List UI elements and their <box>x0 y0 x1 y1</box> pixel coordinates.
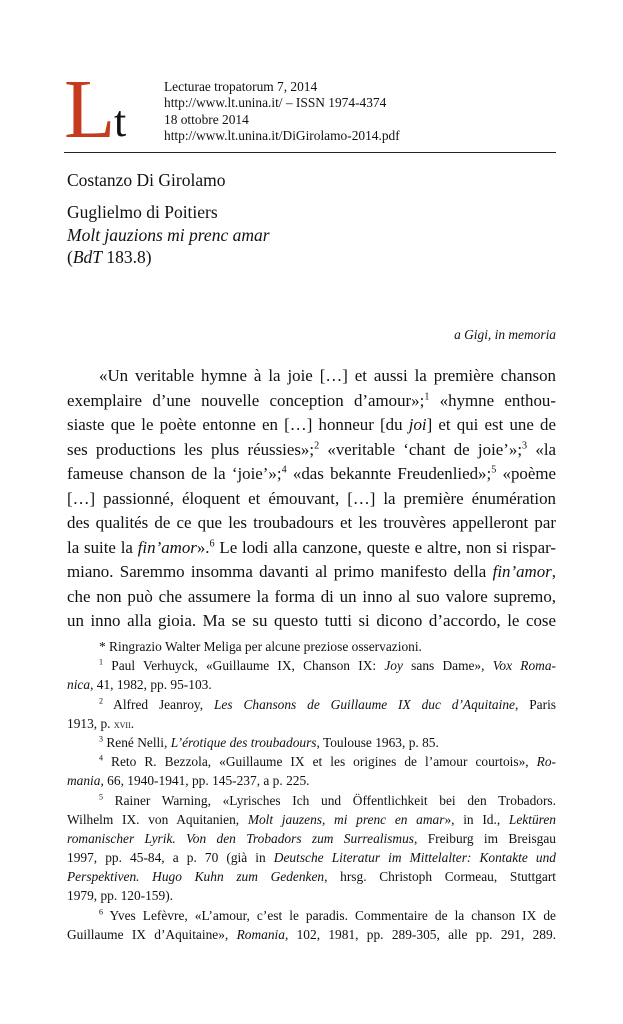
text: , 66, 1940-1941, pp. 145-237, a p. 225. <box>100 773 310 789</box>
text: Reto R. Bezzola, «Guillaume IX et les origines de l’amour courtois», <box>103 754 537 770</box>
body-text <box>67 364 556 634</box>
body-line <box>67 438 556 463</box>
body-line <box>67 389 556 414</box>
logo-letter-l: L <box>64 63 116 156</box>
text: ses productions les plus réussies»; <box>67 439 315 459</box>
text: fin’amor <box>137 537 197 557</box>
footnote-2 <box>67 695 556 714</box>
text: «poème <box>496 464 556 483</box>
text: ] et qui est une de <box>426 415 556 434</box>
footnote-number: 3 <box>99 734 104 744</box>
text: Joy <box>384 658 403 674</box>
text: nica <box>67 677 91 693</box>
title-line-3 <box>67 246 270 269</box>
text: L’érotique des troubadours <box>170 734 317 750</box>
body-line <box>67 364 556 389</box>
footnote-5-cont <box>67 810 556 829</box>
body-line <box>67 462 556 487</box>
footnote-ref: 5 <box>491 464 497 476</box>
footnote-ref: 6 <box>209 537 215 549</box>
footnote-1 <box>67 656 556 675</box>
text: miano. Saremmo insomma davanti al primo manifesto della <box>67 562 493 581</box>
footnote-number: 6 <box>99 907 104 917</box>
dedication: a Gigi, in memoria <box>454 327 556 342</box>
text: 1913, p. <box>67 715 114 731</box>
text: », in Id., <box>444 811 509 827</box>
footnote-4 <box>67 752 556 771</box>
footnote-5-cont <box>67 886 556 905</box>
text: des qualités de ce que les troubadours et les trouvères appelleront par <box>67 513 556 532</box>
body-line <box>67 560 556 585</box>
footnote-5 <box>67 791 556 810</box>
footnote-number: 2 <box>99 696 104 706</box>
text: romanischer Lyrik. Von den Trobadors zum Surrealismus <box>67 830 414 846</box>
text: che non può che assumere la forma di un inno al suo valore supremo, <box>67 586 556 606</box>
text: Paul Verhuyck, «Guillaume IX, Chanson IX: <box>103 658 385 674</box>
text: sans Dame», <box>402 658 493 674</box>
text: «veritable ‘chant de joie’»; <box>319 439 523 459</box>
text: Guillaume IX d’Aquitaine», <box>67 926 237 942</box>
text: «das bekannte Freudenlied»; <box>286 464 492 483</box>
footnote-5-cont <box>67 829 556 848</box>
text: joi <box>408 415 427 434</box>
text: Les Chansons de Guillaume IX duc d’Aquitaine <box>213 696 515 712</box>
footnote-1-cont <box>67 675 556 694</box>
text: exemplaire d’une nouvelle conception d’amour»; <box>67 390 425 410</box>
text: , hrsg. Christoph Cormeau, Stuttgart <box>324 869 556 885</box>
footnote-5-cont <box>67 848 556 867</box>
body-line <box>67 511 556 536</box>
body-line <box>67 536 556 561</box>
text: , Freiburg im Breisgau <box>414 830 556 846</box>
title-line-1: Guglielmo di Poitiers <box>67 202 218 222</box>
text: Le lodi alla canzone, queste e altre, non si rispar- <box>214 537 556 557</box>
article-title <box>67 201 270 269</box>
text: , 41, 1982, pp. 95-103. <box>90 677 212 693</box>
text: Vox Roma- <box>492 658 556 674</box>
pdf-url: http://www.lt.unina.it/DiGirolamo-2014.pdf <box>164 127 400 143</box>
text: , Paris <box>515 696 557 712</box>
journal-logo <box>64 63 156 156</box>
text: mania <box>67 773 101 789</box>
text: un inno alla gioia. Ma se su questo tutti si dicono d’accordo, le cose <box>67 611 556 630</box>
footnote-ref: 4 <box>281 464 287 476</box>
title-paren: ( <box>67 247 73 267</box>
text: * Ringrazio Walter Meliga per alcune preziose osservazioni. <box>99 639 422 654</box>
text: 1997, pp. 45-84, a p. 70 (già in <box>67 850 274 866</box>
text: Lektüren <box>508 811 556 827</box>
text: Alfred Jeanroy, <box>103 696 214 712</box>
text: «la <box>527 439 557 459</box>
title-number: 183.8) <box>102 247 152 267</box>
footnote-5-cont <box>67 867 556 886</box>
text: la suite la <box>67 537 138 557</box>
body-line <box>67 487 556 512</box>
text: fameuse chanson de la ‘joie’»; <box>67 464 282 483</box>
text: 1979, pp. 120-159). <box>67 888 174 904</box>
text: Rainer Warning, «Lyrisches Ich und Öffentlichkeit bei den Trobadors. <box>103 792 556 808</box>
text: «Un veritable hymne à la joie […] et aussi la première chanson <box>99 366 556 385</box>
footnote-6 <box>67 906 556 925</box>
text: , Toulouse 1963, p. 85. <box>316 734 439 750</box>
title-bdt: BdT <box>72 247 103 267</box>
text: Molt jauzens, mi prenc en amar <box>247 811 445 827</box>
text: Ro- <box>536 754 556 770</box>
footnote-number: 1 <box>99 657 104 667</box>
text: Wilhelm IX. von Aquitanien, <box>67 811 248 827</box>
journal-issn: http://www.lt.unina.it/ – ISSN 1974-4374 <box>164 95 387 111</box>
publication-date: 18 ottobre 2014 <box>164 111 249 127</box>
body-line <box>67 609 556 634</box>
header-rule <box>64 152 556 153</box>
footnotes <box>67 637 556 944</box>
text: ». <box>196 537 210 557</box>
text: , 102, 1981, pp. 289-305, alle pp. 291, 289. <box>284 926 556 942</box>
title-poem: Molt jauzions mi prenc amar <box>67 224 270 245</box>
body-line <box>67 585 556 610</box>
author-name: Costanzo Di Girolamo <box>67 170 226 190</box>
text: […] passionné, éloquent et émouvant, […] la première énumération <box>67 488 556 508</box>
footnote-number: 5 <box>99 792 104 802</box>
footnote-3 <box>67 733 556 752</box>
text: , <box>551 562 556 581</box>
text: Deutsche Literatur im Mittelalter: Kontakte und <box>273 850 556 866</box>
footnote-ref: 2 <box>314 439 320 451</box>
footnote-ref: 1 <box>424 390 430 402</box>
text: René Nelli, <box>103 734 171 750</box>
footnote-ref: 3 <box>522 439 528 451</box>
text: xvii <box>113 718 131 731</box>
text: Perspektiven. Hugo Kuhn zum Gedenken <box>67 869 325 885</box>
footnote-6-cont <box>67 925 556 944</box>
text: «hymne enthou- <box>429 390 556 410</box>
text: siaste que le poète entonne en […] honneur [du <box>67 415 409 434</box>
journal-header <box>164 79 400 144</box>
footnote-star <box>67 637 556 656</box>
text: Yves Lefèvre, «L’amour, c’est le paradis. Commentaire de la chanson IX de <box>103 907 556 923</box>
title-line-2 <box>67 224 270 247</box>
body-line <box>67 413 556 438</box>
footnote-number: 4 <box>99 753 104 763</box>
footnote-4-cont <box>67 771 556 790</box>
text: . <box>130 715 135 731</box>
text: Romania <box>236 926 285 942</box>
text: fin’amor <box>492 562 552 581</box>
journal-name: Lecturae tropatorum 7, 2014 <box>164 79 318 94</box>
logo-letter-t: t <box>114 97 127 146</box>
footnote-2-cont <box>67 714 556 733</box>
